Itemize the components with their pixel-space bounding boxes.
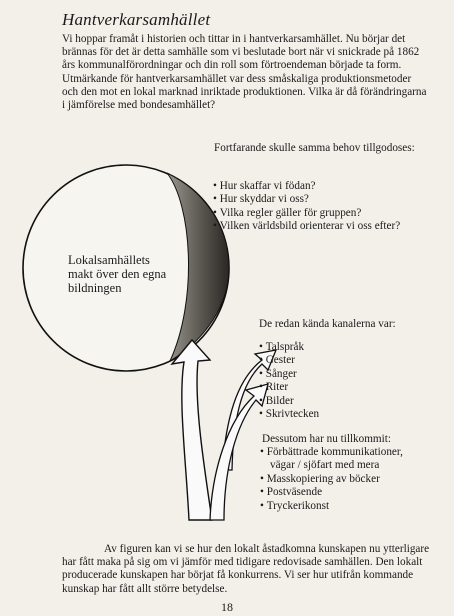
outro-paragraph xyxy=(62,543,434,596)
list-item: • Postväsende xyxy=(260,486,440,499)
questions-heading: Fortfarande skulle samma behov tillgodoses: xyxy=(214,142,415,154)
list-item: • Hur skaffar vi födan? xyxy=(213,180,400,193)
intro-paragraph: Vi hoppar framåt i historien och tittar in i hantverkarsamhället. Nu börjar det brännas för det är detta samhälle som vi beslutade bort när vi snickrade på 1862 års kommunalförordningar och din roll som förtroendeman började ta form. Utmärkande för hantverkarsamhället var dess småskaliga produktionsmetoder och den mot en lokal marknad inriktade produktionen. Vilka är då förändringarna i jämförelse med bondesamhället? xyxy=(62,33,427,112)
list-item: • Hur skyddar vi oss? xyxy=(213,193,400,206)
list-item: • Tryckerikonst xyxy=(260,500,440,513)
section-title: Hantverkarsamhället xyxy=(62,10,211,29)
list-item: • Vilka regler gäller för gruppen? xyxy=(213,207,400,220)
list-item: • Talspråk xyxy=(259,341,319,354)
list-item: • Vilken världsbild orienterar vi oss efter? xyxy=(213,220,400,233)
circle-label: Lokalsamhällets makt över den egna bildningen xyxy=(68,253,167,295)
list-item-continuation: vägar / sjöfart med mera xyxy=(270,459,380,472)
list-item: • Bilder xyxy=(259,395,319,408)
page-number: 18 xyxy=(221,600,233,614)
known-channels-heading: De redan kända kanalerna var: xyxy=(259,318,396,330)
known-channels-list xyxy=(259,341,319,421)
list-item: • Riter xyxy=(259,381,319,394)
list-item: • Skrivtecken xyxy=(259,408,319,421)
outro-text: Av figuren kan vi se hur den lokalt åstadkomna kunskapen nu ytterligare har fått maka på sig om vi jämför med tidigare redovisade samhällen. Den lokalt producerade kunskapen har börjat få konkurrens. Vi ser hur utifrån kommande kunskap har fått allt större betydelse. xyxy=(62,543,430,595)
questions-list xyxy=(213,180,400,234)
list-item: • Gester xyxy=(259,354,319,367)
list-item: • Masskopiering av böcker xyxy=(260,473,440,486)
list-item: • Sånger xyxy=(259,368,319,381)
new-channels-list xyxy=(260,446,440,513)
arrow-new-channels xyxy=(172,340,212,520)
new-channels-heading: Dessutom har nu tillkommit: xyxy=(262,433,391,445)
list-item: • Förbättrade kommunikationer, xyxy=(260,446,440,459)
